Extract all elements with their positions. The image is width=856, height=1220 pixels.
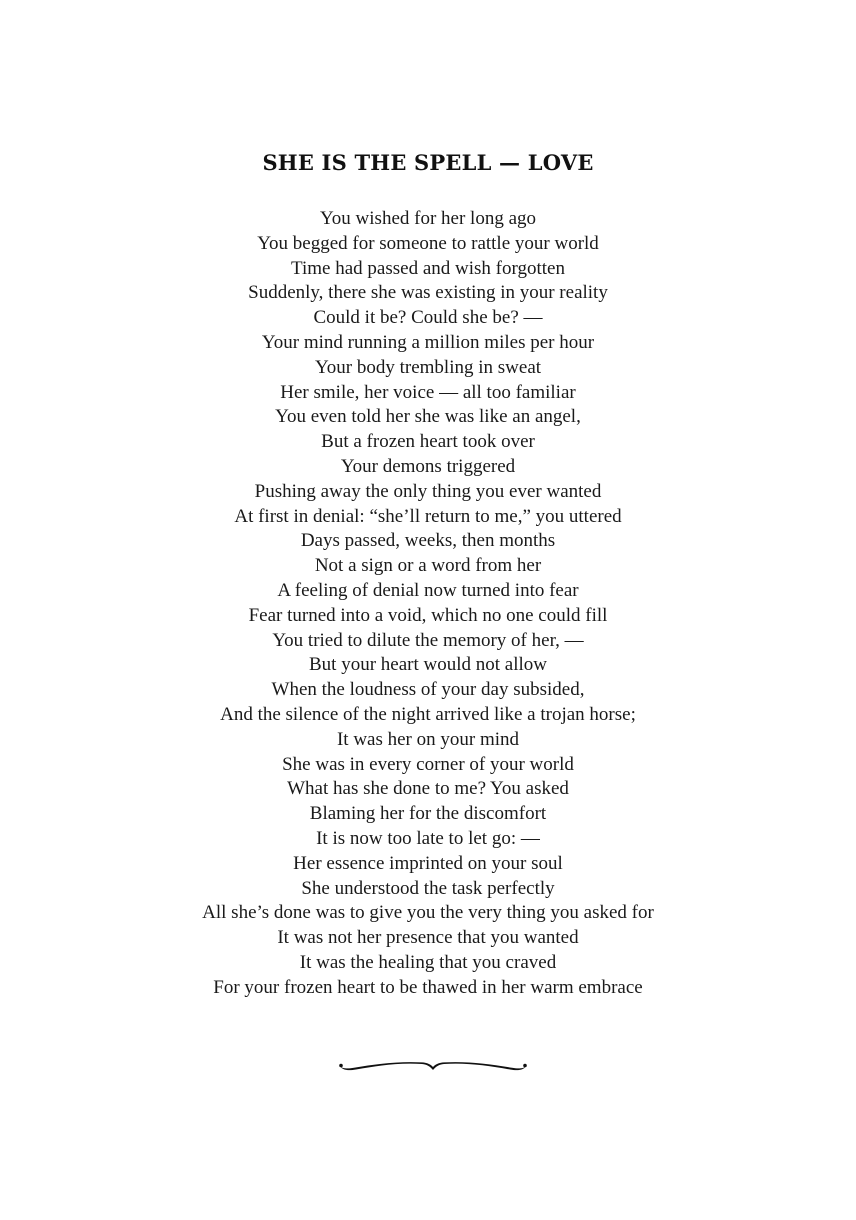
poem-line: It was the healing that you craved xyxy=(299,951,557,973)
poem-line: And the silence of the night arrived like a trojan horse; xyxy=(220,703,636,725)
poem-line: It was not her presence that you wanted xyxy=(277,927,579,949)
poem-line: Fear turned into a void, which no one could fill xyxy=(248,604,608,626)
poem-line: Could it be? Could she be? — xyxy=(313,307,543,329)
poem-line: You tried to dilute the memory of her, — xyxy=(272,629,584,651)
poem-line: At first in denial: “she’ll return to me,” you uttered xyxy=(234,505,622,527)
poem-line: You even told her she was like an angel, xyxy=(275,406,581,428)
poem-line: Suddenly, there she was existing in your reality xyxy=(248,282,608,304)
poem-title: SHE IS THE SPELL — LOVE xyxy=(262,150,594,175)
poem-line: It was her on your mind xyxy=(336,728,520,750)
poem-line: When the loudness of your day subsided, xyxy=(271,679,585,701)
poem-line: But a frozen heart took over xyxy=(321,431,535,453)
poem-line: Time had passed and wish forgotten xyxy=(291,257,565,279)
poem-line: But your heart would not allow xyxy=(309,654,547,676)
poem-line: Her essence imprinted on your soul xyxy=(293,852,563,874)
poem-line: All she’s done was to give you the very thing you asked for xyxy=(202,902,654,924)
poem-line: Pushing away the only thing you ever wanted xyxy=(254,480,602,502)
poem-line: Your body trembling in sweat xyxy=(314,356,542,378)
poem-line: Blaming her for the discomfort xyxy=(309,803,547,825)
poem-line: She was in every corner of your world xyxy=(282,753,574,775)
poem-line: Not a sign or a word from her xyxy=(314,555,542,577)
poem-line: You begged for someone to rattle your world xyxy=(257,232,599,254)
poem-body xyxy=(0,207,856,1001)
poem-line: Days passed, weeks, then months xyxy=(300,530,556,552)
poem-line: It is now too late to let go: — xyxy=(316,827,540,849)
poem-line: You wished for her long ago xyxy=(319,208,537,229)
poem-line: For your frozen heart to be thawed in her warm embrace xyxy=(213,976,643,998)
poem-line: A feeling of denial now turned into fear xyxy=(277,579,579,601)
flourish-divider-icon xyxy=(338,1054,528,1078)
poem-line: Your mind running a million miles per hour xyxy=(261,331,595,353)
poem-line: Your demons triggered xyxy=(340,455,516,477)
poem-line: Her smile, her voice — all too familiar xyxy=(280,381,576,403)
poem-line: She understood the task perfectly xyxy=(301,877,555,899)
poem-line: What has she done to me? You asked xyxy=(287,778,569,800)
